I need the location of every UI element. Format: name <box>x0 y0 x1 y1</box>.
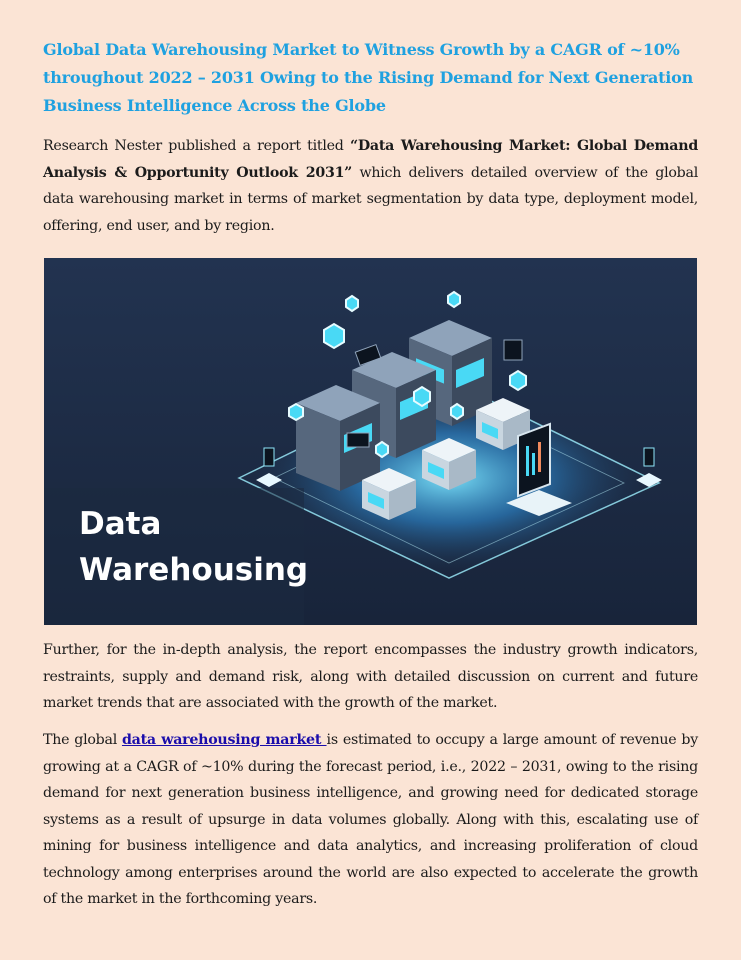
hexagon-node-icon <box>289 404 303 420</box>
intro-rest: which delivers detailed overview of the global data warehousing market in terms of market segmentation by data type, deployment model, offering, end user, and by region. <box>43 164 698 234</box>
data-warehousing-illustration <box>44 258 697 625</box>
document-title: Global Data Warehousing Market to Witness Growth by a CAGR of ~10% throughout 2022 – 2031 Owing to the Rising Demand for Next Generation Business Intelligence Across the Globe <box>43 40 694 115</box>
info-panel <box>504 340 522 360</box>
figure-caption-line2: Warehousing <box>79 552 309 588</box>
intro-lead: Research Nester published a report titled <box>43 138 350 154</box>
hexagon-node-icon <box>346 296 358 311</box>
hexagon-node-icon <box>451 404 463 419</box>
report-title: “Data Warehousing Market: Global Demand Analysis & Opportunity Outlook 2031” <box>43 138 698 181</box>
tablet-device <box>518 424 550 496</box>
figure-caption-line1: Data <box>79 506 162 542</box>
hexagon-node-icon <box>448 292 460 307</box>
info-panel <box>347 433 369 447</box>
hexagon-node-icon <box>376 442 388 457</box>
market-report-link[interactable]: data warehousing market <box>121 732 327 748</box>
hexagon-node-icon <box>324 324 344 348</box>
market-lead: The global <box>43 732 122 748</box>
analysis-paragraph: Further, for the in-depth analysis, the report encompasses the industry growth indicators, restraints, supply and demand risk, along with detailed discussion on current and future market trends that are associated with the growth of the market. <box>43 642 698 711</box>
hexagon-node-icon <box>510 371 526 390</box>
market-rest: is estimated to occupy a large amount of revenue by growing at a CAGR of ~10% during the forecast period, i.e., 2022 – 2031, owing to the rising demand for next generation business intelligence, and growing need for dedicated storage systems as a result of upsurge in data volumes globally. Along with this, escalating use of mining for business intelligence and data analytics, and increasing proliferation of cloud technology among enterprises around the world are also expected to accelerate the growth of the market in the forthcoming years. <box>43 732 698 907</box>
market-paragraph <box>43 727 698 913</box>
hexagon-node-icon <box>414 387 430 406</box>
intro-paragraph <box>43 133 698 239</box>
illustration-svg <box>44 258 697 625</box>
